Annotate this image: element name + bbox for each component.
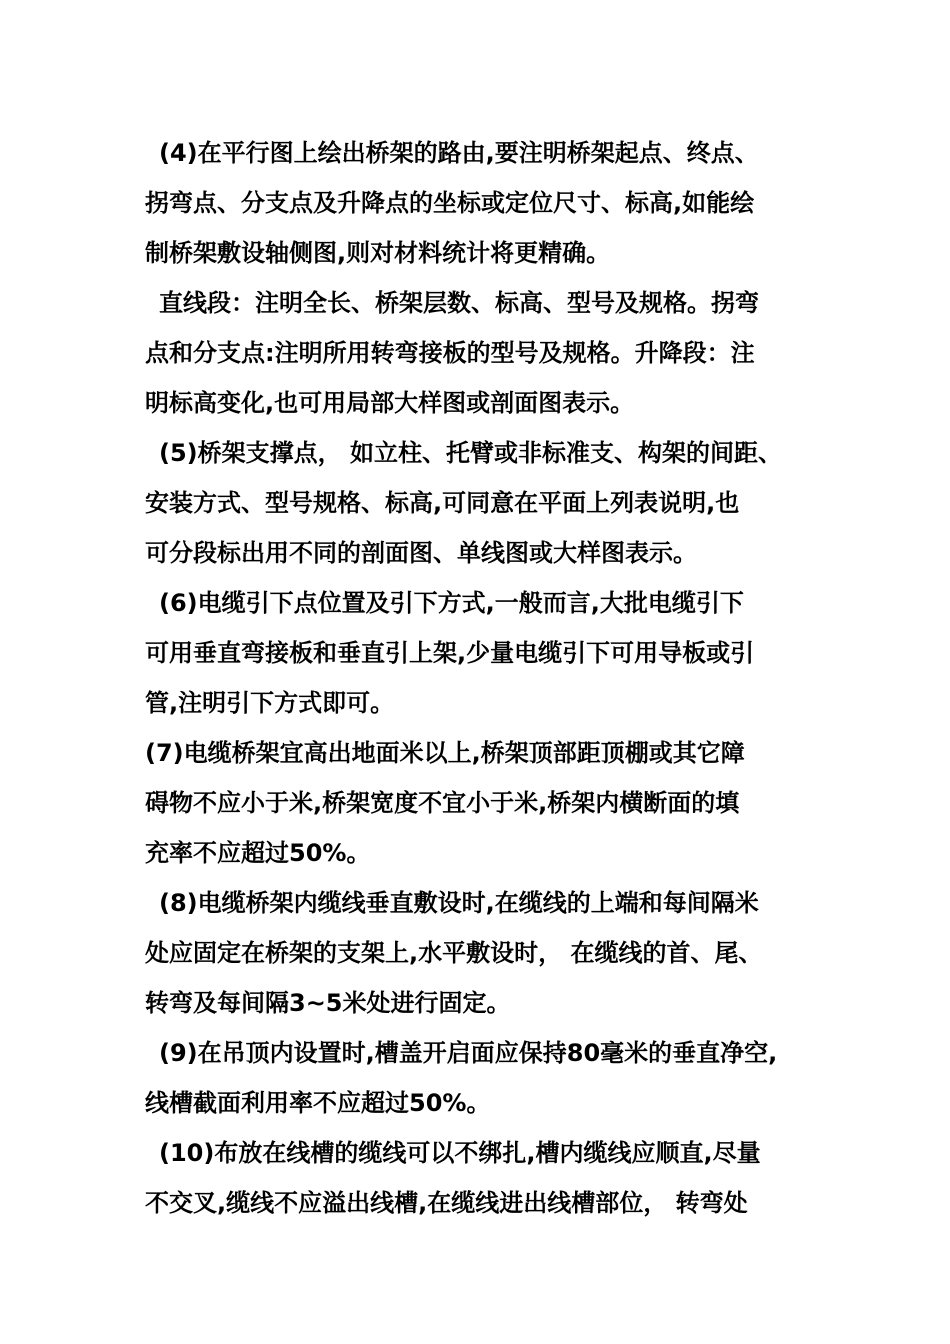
text-line: 处应固定在桥架的支架上,水平敷设时， 在缆线的首、尾、 xyxy=(145,939,763,967)
text-line: 安装方式、型号规格、标高,可同意在平面上列表说明,也 xyxy=(145,489,740,517)
text-line: 管,注明引下方式即可。 xyxy=(145,689,395,717)
paragraph-item-7 xyxy=(145,728,815,878)
text-line: 线槽截面利用率不应超过50%。 xyxy=(145,1089,491,1117)
text-line: 充率不应超过50%。 xyxy=(145,839,371,867)
paragraph-straight-section xyxy=(145,278,815,428)
text-line: 碍物不应小于米,桥架宽度不宜小于米,桥架内横断面的填 xyxy=(145,789,740,817)
text-line: 拐弯点、分支点及升降点的坐标或定位尺寸、标高,如能绘 xyxy=(145,189,755,217)
text-line: 可分段标出用不同的剖面图、单线图或大样图表示。 xyxy=(145,539,697,567)
text-line: (9)在吊顶内设置时,槽盖开启面应保持80毫米的垂直净空, xyxy=(159,1039,778,1067)
text-line: 明标高变化,也可用局部大样图或剖面图表示。 xyxy=(145,389,635,417)
document-body xyxy=(145,128,815,1228)
paragraph-item-9 xyxy=(145,1028,815,1128)
text-line: (5)桥架支撑点， 如立柱、托臂或非标准支、构架的间距、 xyxy=(159,439,782,467)
text-line: 制桥架敷设轴侧图,则对材料统计将更精确。 xyxy=(145,239,611,267)
text-line: 点和分支点:注明所用转弯接板的型号及规格。升降段：注 xyxy=(145,339,755,367)
text-line: (7)电缆桥架宜高出地面米以上,桥架顶部距顶棚或其它障 xyxy=(145,739,745,767)
text-line: (6)电缆引下点位置及引下方式,一般而言,大批电缆引下 xyxy=(159,589,744,617)
text-line: (10)布放在线槽的缆线可以不绑扎,槽内缆线应顺直,尽量 xyxy=(159,1139,761,1167)
paragraph-item-6 xyxy=(145,578,815,728)
paragraph-item-4 xyxy=(145,128,815,278)
text-line: 可用垂直弯接板和垂直引上架,少量电缆引下可用导板或引 xyxy=(145,639,755,667)
paragraph-item-10 xyxy=(145,1128,815,1228)
text-line: 不交叉,缆线不应溢出线槽,在缆线进出线槽部位， 转弯处 xyxy=(145,1189,748,1217)
text-line: (4)在平行图上绘出桥架的路由,要注明桥架起点、终点、 xyxy=(159,139,759,167)
paragraph-item-5 xyxy=(145,428,815,578)
text-line: 转弯及每间隔3~5米处进行固定。 xyxy=(145,989,511,1017)
paragraph-item-8 xyxy=(145,878,815,1028)
text-line: (8)电缆桥架内缆线垂直敷设时,在缆线的上端和每间隔米 xyxy=(159,889,759,917)
text-line: 直线段：注明全长、桥架层数、标高、型号及规格。拐弯 xyxy=(159,289,759,317)
